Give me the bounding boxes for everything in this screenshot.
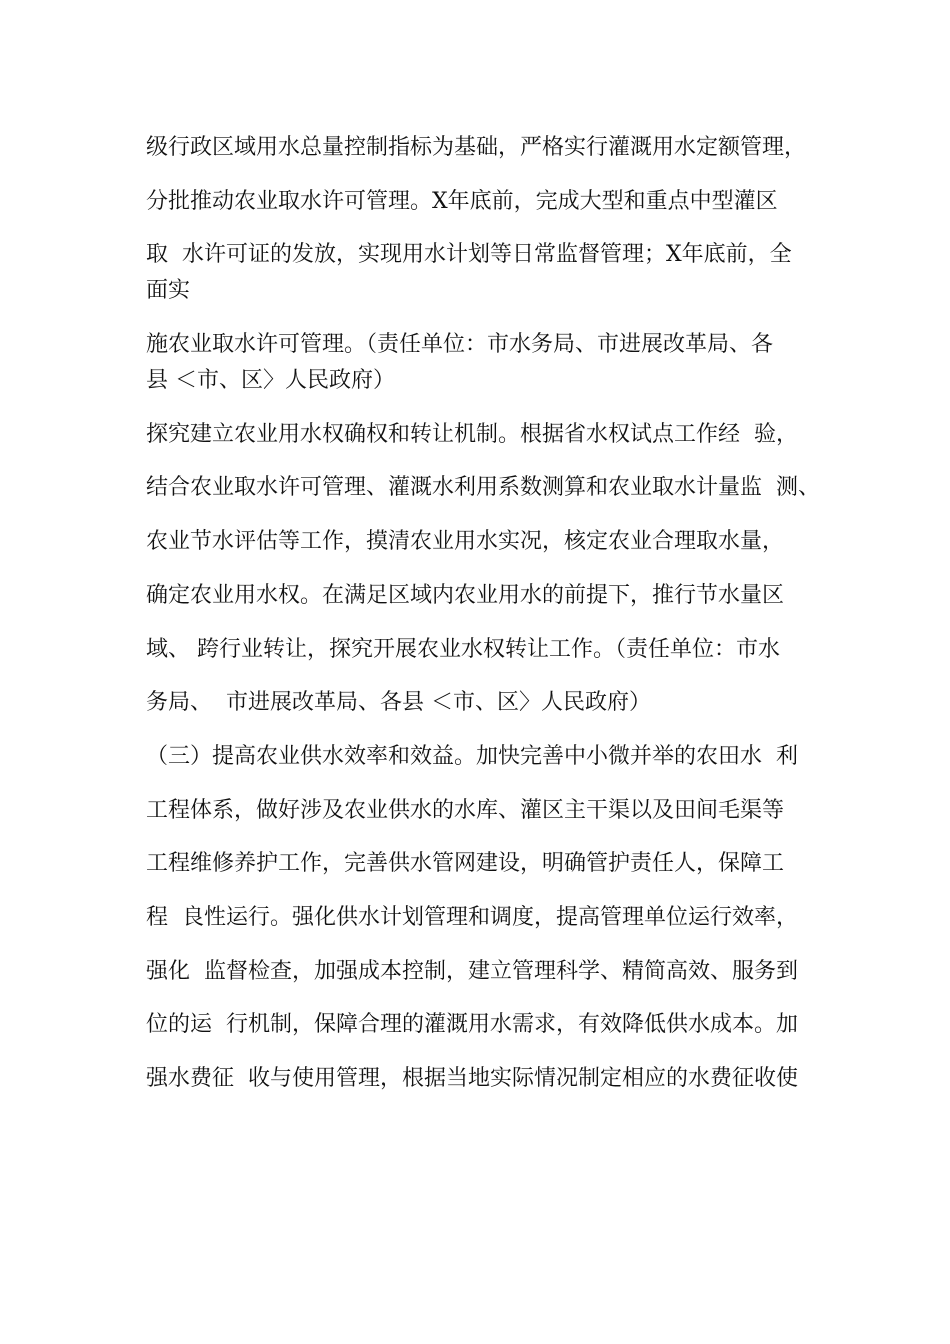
text-line-15: 工程维修养护工作，完善供水管网建设，明确管护责任人，保障工 (146, 851, 785, 877)
text-line-4: 面实 (146, 278, 191, 304)
body-text (146, 130, 846, 1115)
text-line-17: 强化 监督检查，加强成本控制，建立管理科学、精简高效、服务到 (146, 958, 798, 984)
text-line-5: 施农业取水许可管理。（责任单位：市水务局、市进展改革局、各 (146, 332, 774, 358)
text-line-11: 域、 跨行业转让，探究开展农业水权转让工作。（责任单位：市水 (146, 636, 780, 662)
text-line-7: 探究建立农业用水权确权和转让机制。根据省水权试点工作经 验， (146, 421, 798, 447)
text-line-9: 农业节水评估等工作，摸清农业用水实况，核定农业合理取水量， (146, 529, 785, 555)
text-line-3: 取 水许可证的发放，实现用水计划等日常监督管理；X年底前，全 (146, 242, 792, 268)
text-line-8: 结合农业取水许可管理、灌溉水利用系数测算和农业取水计量监 测、 (146, 475, 820, 501)
text-line-13: （三）提高农业供水效率和效益。加快完善中小微并举的农田水 利 (146, 743, 798, 769)
text-line-6: 县 ＜市、区〉人民政府） (146, 368, 395, 394)
text-line-14: 工程体系，做好涉及农业供水的水库、灌区主干渠以及田间毛渠等 (146, 797, 785, 823)
text-line-1: 级行政区域用水总量控制指标为基础，严格实行灌溉用水定额管理， (146, 135, 807, 160)
text-line-19: 强水费征 收与使用管理，根据当地实际情况制定相应的水费征收使 (146, 1066, 798, 1091)
text-line-12: 务局、 市进展改革局、各县 ＜市、区〉人民政府） (146, 690, 651, 716)
text-line-16: 程 良性运行。强化供水计划管理和调度，提高管理单位运行效率， (146, 904, 798, 930)
text-line-18: 位的运 行机制，保障合理的灌溉用水需求，有效降低供水成本。加 (146, 1012, 798, 1038)
text-line-10: 确定农业用水权。在满足区域内农业用水的前提下，推行节水量区 (146, 582, 785, 608)
text-line-2: 分批推动农业取水许可管理。X年底前，完成大型和重点中型灌区 (146, 188, 778, 214)
